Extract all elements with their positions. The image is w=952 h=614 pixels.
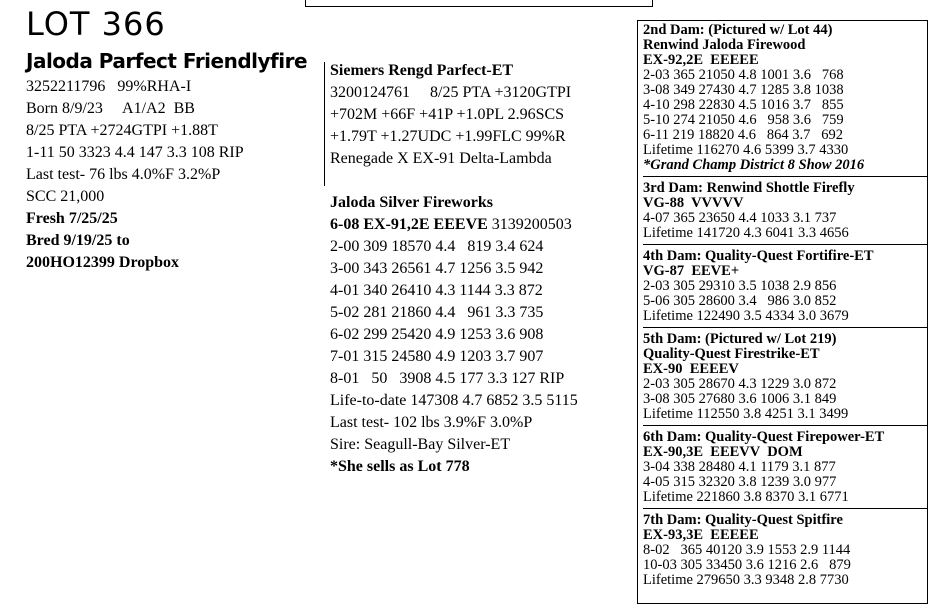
- dam-classification: [330, 214, 578, 236]
- ancestor-dam-heading: VG-88 VVVVV: [643, 195, 744, 211]
- dam-record-line: 7-01 315 24580 4.9 1203 3.7 907: [330, 348, 544, 365]
- ancestor-dam-heading: EX-90 EEEEV: [643, 361, 739, 377]
- ancestor-dam-record: Lifetime 112550 3.8 4251 3.1 3499: [643, 406, 849, 422]
- ancestor-dam-record: 4-05 315 32320 3.8 1239 3.0 977: [643, 474, 837, 490]
- ancestor-dam-section: [643, 23, 927, 177]
- ancestor-dam-heading: 6th Dam: Quality-Quest Firepower-ET: [643, 429, 885, 445]
- ancestor-dam-heading: EX-92,2E EEEEE: [643, 52, 759, 68]
- ancestor-dam-heading: EX-93,3E EEEEE: [643, 527, 759, 543]
- dam-record-line: 4-01 340 26410 4.3 1144 3.3 872: [330, 282, 543, 299]
- ancestor-dam-section: [643, 181, 927, 245]
- dam-record-line: 3-00 343 26561 4.7 1256 3.5 942: [330, 260, 544, 277]
- dam-records: [330, 236, 578, 456]
- ancestor-dam-record: 10-03 305 33450 3.6 1216 2.6 879: [643, 557, 851, 573]
- ancestor-dam-record: 5-10 274 21050 4.6 958 3.6 759: [643, 112, 844, 128]
- ancestor-dam-record: 2-03 365 21050 4.8 1001 3.6 768: [643, 67, 844, 83]
- sire-detail-line: +1.79T +1.27UDC +1.99FLC 99%R: [330, 128, 566, 145]
- sire-detail-line: +702M +66F +41P +1.0PL 2.96SCS: [330, 106, 565, 123]
- cow-detail-line: Last test- 76 lbs 4.0%F 3.2%P: [26, 166, 221, 183]
- ancestor-dam-record: 3-08 305 27680 3.6 1006 3.1 849: [643, 391, 837, 407]
- ancestor-dam-section: [643, 249, 927, 328]
- ancestor-dam-record: 3-08 349 27430 4.7 1285 3.8 1038: [643, 82, 844, 98]
- pedigree-box: [637, 20, 928, 604]
- ancestor-dam-record: 4-10 298 22830 4.5 1016 3.7 855: [643, 97, 844, 113]
- ancestor-dam-record: Lifetime 221860 3.8 8370 3.1 6771: [643, 489, 849, 505]
- ancestor-dam-record: 2-03 305 28670 4.3 1229 3.0 872: [643, 376, 837, 392]
- ancestor-dam-heading: EX-90,3E EEEVV DOM: [643, 444, 803, 460]
- ancestor-dam-record: Lifetime 122490 3.5 4334 3.0 3679: [643, 308, 849, 324]
- ancestor-dam-heading: Quality-Quest Firestrike-ET: [643, 346, 820, 362]
- header-box-edge: [305, 0, 653, 7]
- sire-detail-line: 3200124761 8/25 PTA +3120GTPI: [330, 84, 572, 101]
- ancestor-dam-record: 3-04 338 28480 4.1 1179 3.1 877: [643, 459, 836, 475]
- sire-detail-line: Renegade X EX-91 Delta-Lambda: [330, 150, 552, 167]
- dam-record-line: Sire: Seagull-Bay Silver-ET: [330, 436, 511, 453]
- ancestor-dam-section: [643, 513, 927, 591]
- dam-block: [330, 192, 578, 478]
- ancestor-dam-record: 5-06 305 28600 3.4 986 3.0 852: [643, 293, 837, 309]
- sire-divider: [324, 62, 325, 186]
- ancestor-dam-heading: Renwind Jaloda Firewood: [643, 37, 806, 53]
- ancestor-dam-heading: 3rd Dam: Renwind Shottle Firefly: [643, 180, 855, 196]
- cow-detail-line: 200HO12399 Dropbox: [26, 254, 180, 271]
- cow-details: [26, 76, 244, 274]
- dam-record-line: 5-02 281 21860 4.4 961 3.3 735: [330, 304, 544, 321]
- sire-name: Siemers Rengd Parfect-ET: [330, 62, 514, 79]
- ancestor-dam-record: Lifetime 279650 3.3 9348 2.8 7730: [643, 572, 849, 588]
- ancestor-dam-heading: VG-87 EEVE+: [643, 263, 740, 279]
- dam-record-line: 2-00 309 18570 4.4 819 3.4 624: [330, 238, 544, 255]
- dam-reg-number: 3139200503: [487, 216, 572, 233]
- ancestor-dam-record: 8-02 365 40120 3.9 1553 2.9 1144: [643, 542, 851, 558]
- dam-record-line: 6-02 299 25420 4.9 1253 3.6 908: [330, 326, 544, 343]
- dam-sale-note: *She sells as Lot 778: [330, 458, 470, 475]
- cow-detail-line: Bred 9/19/25 to: [26, 232, 130, 249]
- cow-detail-line: SCC 21,000: [26, 188, 105, 205]
- ancestor-dam-record: Lifetime 116270 4.6 5399 3.7 4330: [643, 142, 849, 158]
- ancestor-dam-record: Lifetime 141720 4.3 6041 3.3 4656: [643, 225, 849, 241]
- dam-record-line: Life-to-date 147308 4.7 6852 3.5 5115: [330, 392, 578, 409]
- cow-detail-line: Fresh 7/25/25: [26, 210, 118, 227]
- sire-block: [330, 60, 571, 170]
- cow-detail-line: Born 8/9/23 A1/A2 BB: [26, 100, 195, 117]
- ancestor-dam-note: *Grand Champ District 8 Show 2016: [643, 157, 865, 173]
- cow-detail-line: 1-11 50 3323 4.4 147 3.3 108 RIP: [26, 144, 244, 161]
- ancestor-dam-record: 6-11 219 18820 4.6 864 3.7 692: [643, 127, 844, 143]
- lot-title: LOT 366: [26, 5, 166, 43]
- dam-record-line: 8-01 50 3908 4.5 177 3.3 127 RIP: [330, 370, 565, 387]
- ancestor-dam-heading: 5th Dam: (Pictured w/ Lot 219): [643, 331, 837, 347]
- cow-name: Jaloda Parfect Friendlyfire: [26, 49, 308, 73]
- ancestor-dam-record: 4-07 365 23650 4.4 1033 3.1 737: [643, 210, 837, 226]
- sire-details: [330, 82, 571, 170]
- ancestor-dam-section: [643, 430, 927, 509]
- dam-name: Jaloda Silver Fireworks: [330, 194, 493, 211]
- ancestor-dam-heading: 2nd Dam: (Pictured w/ Lot 44): [643, 22, 833, 38]
- ancestor-dam-heading: 7th Dam: Quality-Quest Spitfire: [643, 512, 843, 528]
- ancestor-dam-heading: 4th Dam: Quality-Quest Fortifire-ET: [643, 248, 874, 264]
- cow-detail-line: 8/25 PTA +2724GTPI +1.88T: [26, 122, 218, 139]
- ancestor-dam-record: 2-03 305 29310 3.5 1038 2.9 856: [643, 278, 837, 294]
- dam-record-line: Last test- 102 lbs 3.9%F 3.0%P: [330, 414, 533, 431]
- ancestor-dam-section: [643, 332, 927, 426]
- cow-detail-line: 3252211796 99%RHA-I: [26, 78, 192, 95]
- dam-class: 6-08 EX-91,2E EEEVE: [330, 216, 488, 233]
